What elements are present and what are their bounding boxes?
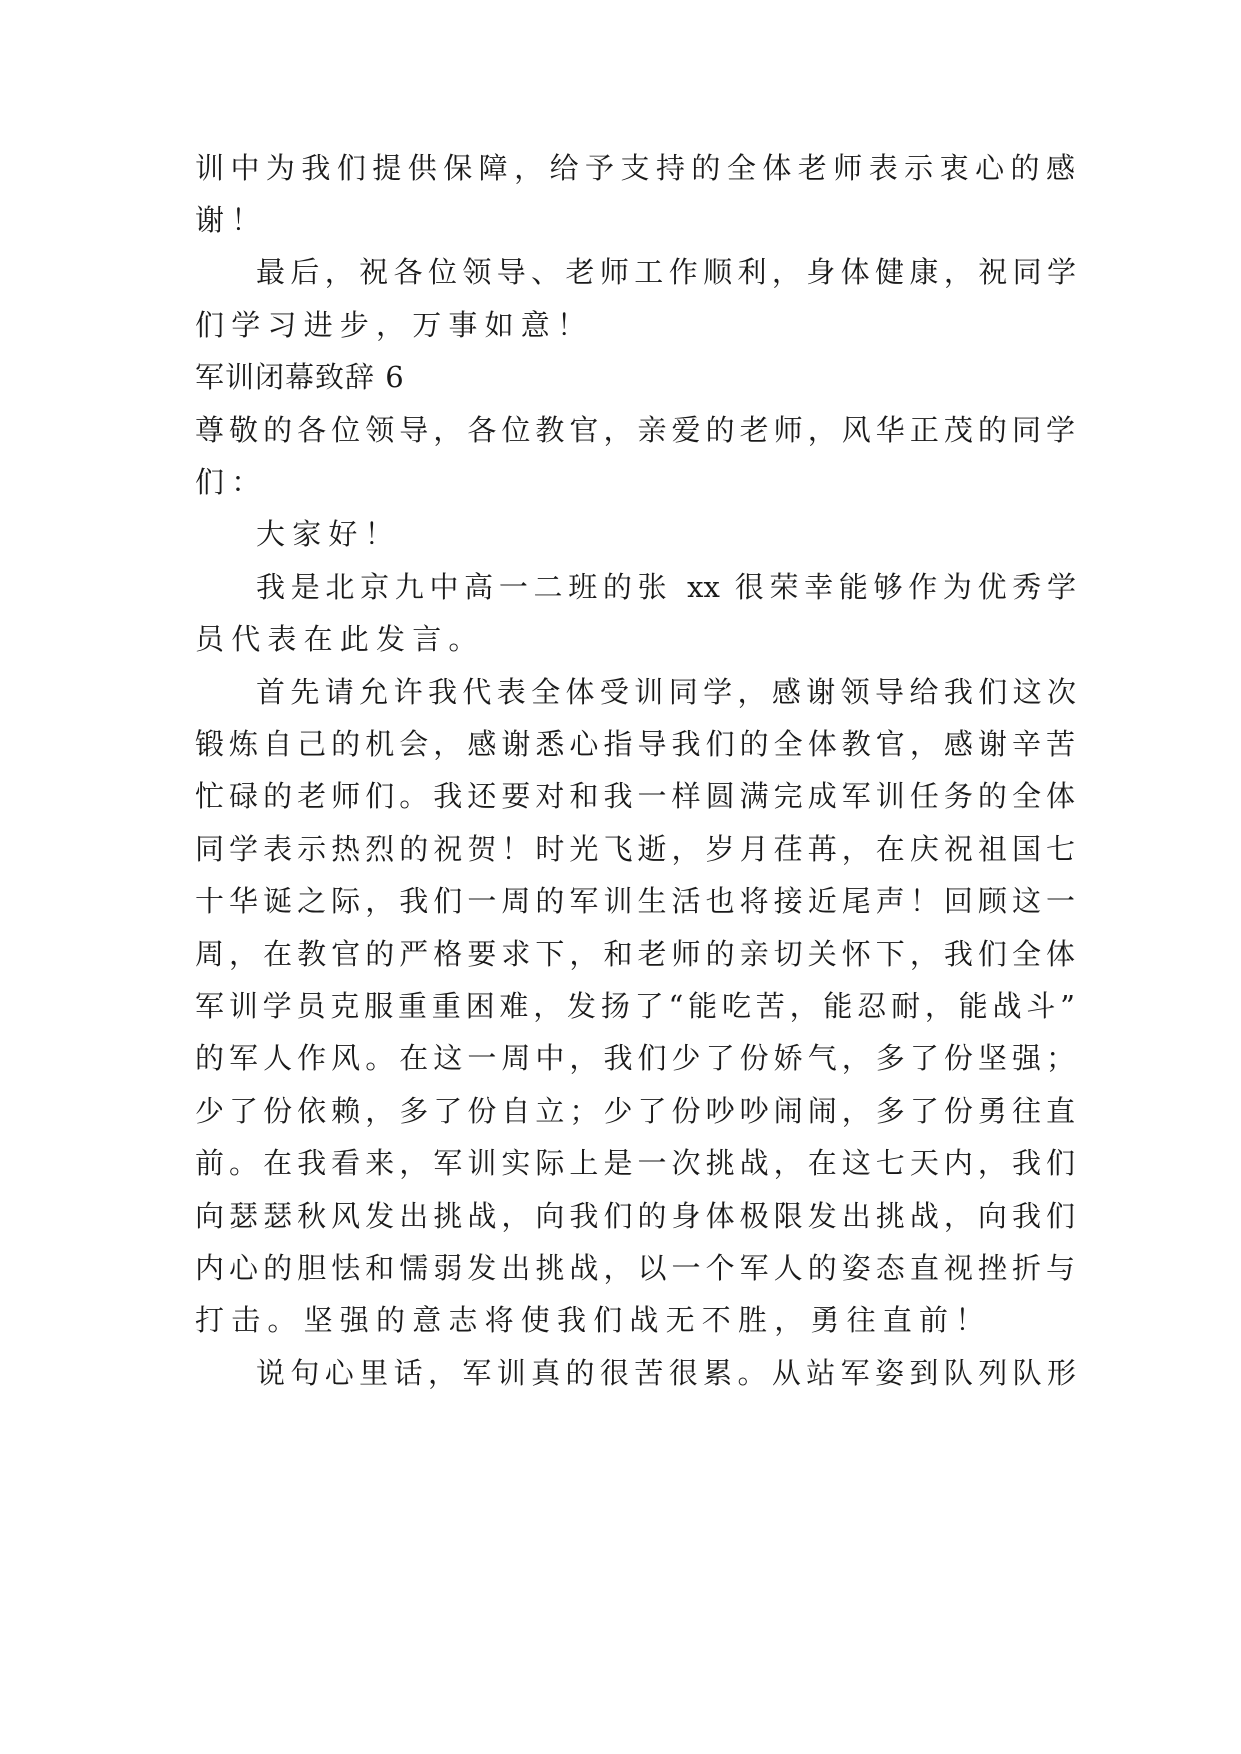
text-line: 军训学员克服重重困难，发扬了“能吃苦，能忍耐，能战斗” [195,989,1075,1023]
text-line: 十华诞之际，我们一周的军训生活也将接近尾声！回顾这一 [195,884,1075,918]
text-line: 谢！ [195,203,268,237]
text-line: 前。在我看来，军训实际上是一次挑战，在这七天内，我们 [195,1146,1075,1180]
text-line: 大家好！ [256,517,401,551]
text-line: 首先请允许我代表全体受训同学，感谢领导给我们这次 [256,675,1076,709]
text-line: 锻炼自己的机会，感谢悉心指导我们的全体教官，感谢辛苦 [195,727,1075,761]
text-line: 员代表在此发言。 [195,622,485,656]
text-line: 最后，祝各位领导、老师工作顺利，身体健康，祝同学 [256,255,1076,289]
text-line: 向瑟瑟秋风发出挑战，向我们的身体极限发出挑战，向我们 [195,1199,1075,1233]
text-line: 忙碌的老师们。我还要对和我一样圆满完成军训任务的全体 [195,779,1075,813]
text-line: 说句心里话，军训真的很苦很累。从站军姿到队列队形 [256,1356,1076,1390]
text-line: 内心的胆怯和懦弱发出挑战，以一个军人的姿态直视挫折与 [195,1251,1075,1285]
text-line: 们： [195,465,268,499]
section-heading: 军训闭幕致辞 6 [195,360,405,394]
text-line: 同学表示热烈的祝贺！时光飞逝，岁月荏苒，在庆祝祖国七 [195,832,1075,866]
text-line: 尊敬的各位领导，各位教官，亲爱的老师，风华正茂的同学 [195,413,1075,447]
text-line: 的军人作风。在这一周中，我们少了份娇气，多了份坚强； [195,1041,1075,1075]
text-line: 打击。坚强的意志将使我们战无不胜，勇往直前！ [195,1303,992,1337]
text-line: 少了份依赖，多了份自立；少了份吵吵闹闹，多了份勇往直 [195,1094,1075,1128]
text-line: 训中为我们提供保障，给予支持的全体老师表示衷心的感 [195,151,1075,185]
text-line: 们学习进步，万事如意！ [195,308,594,342]
text-line: 我是北京九中高一二班的张 xx 很荣幸能够作为优秀学 [256,570,1076,604]
text-line: 周，在教官的严格要求下，和老师的亲切关怀下，我们全体 [195,937,1075,971]
